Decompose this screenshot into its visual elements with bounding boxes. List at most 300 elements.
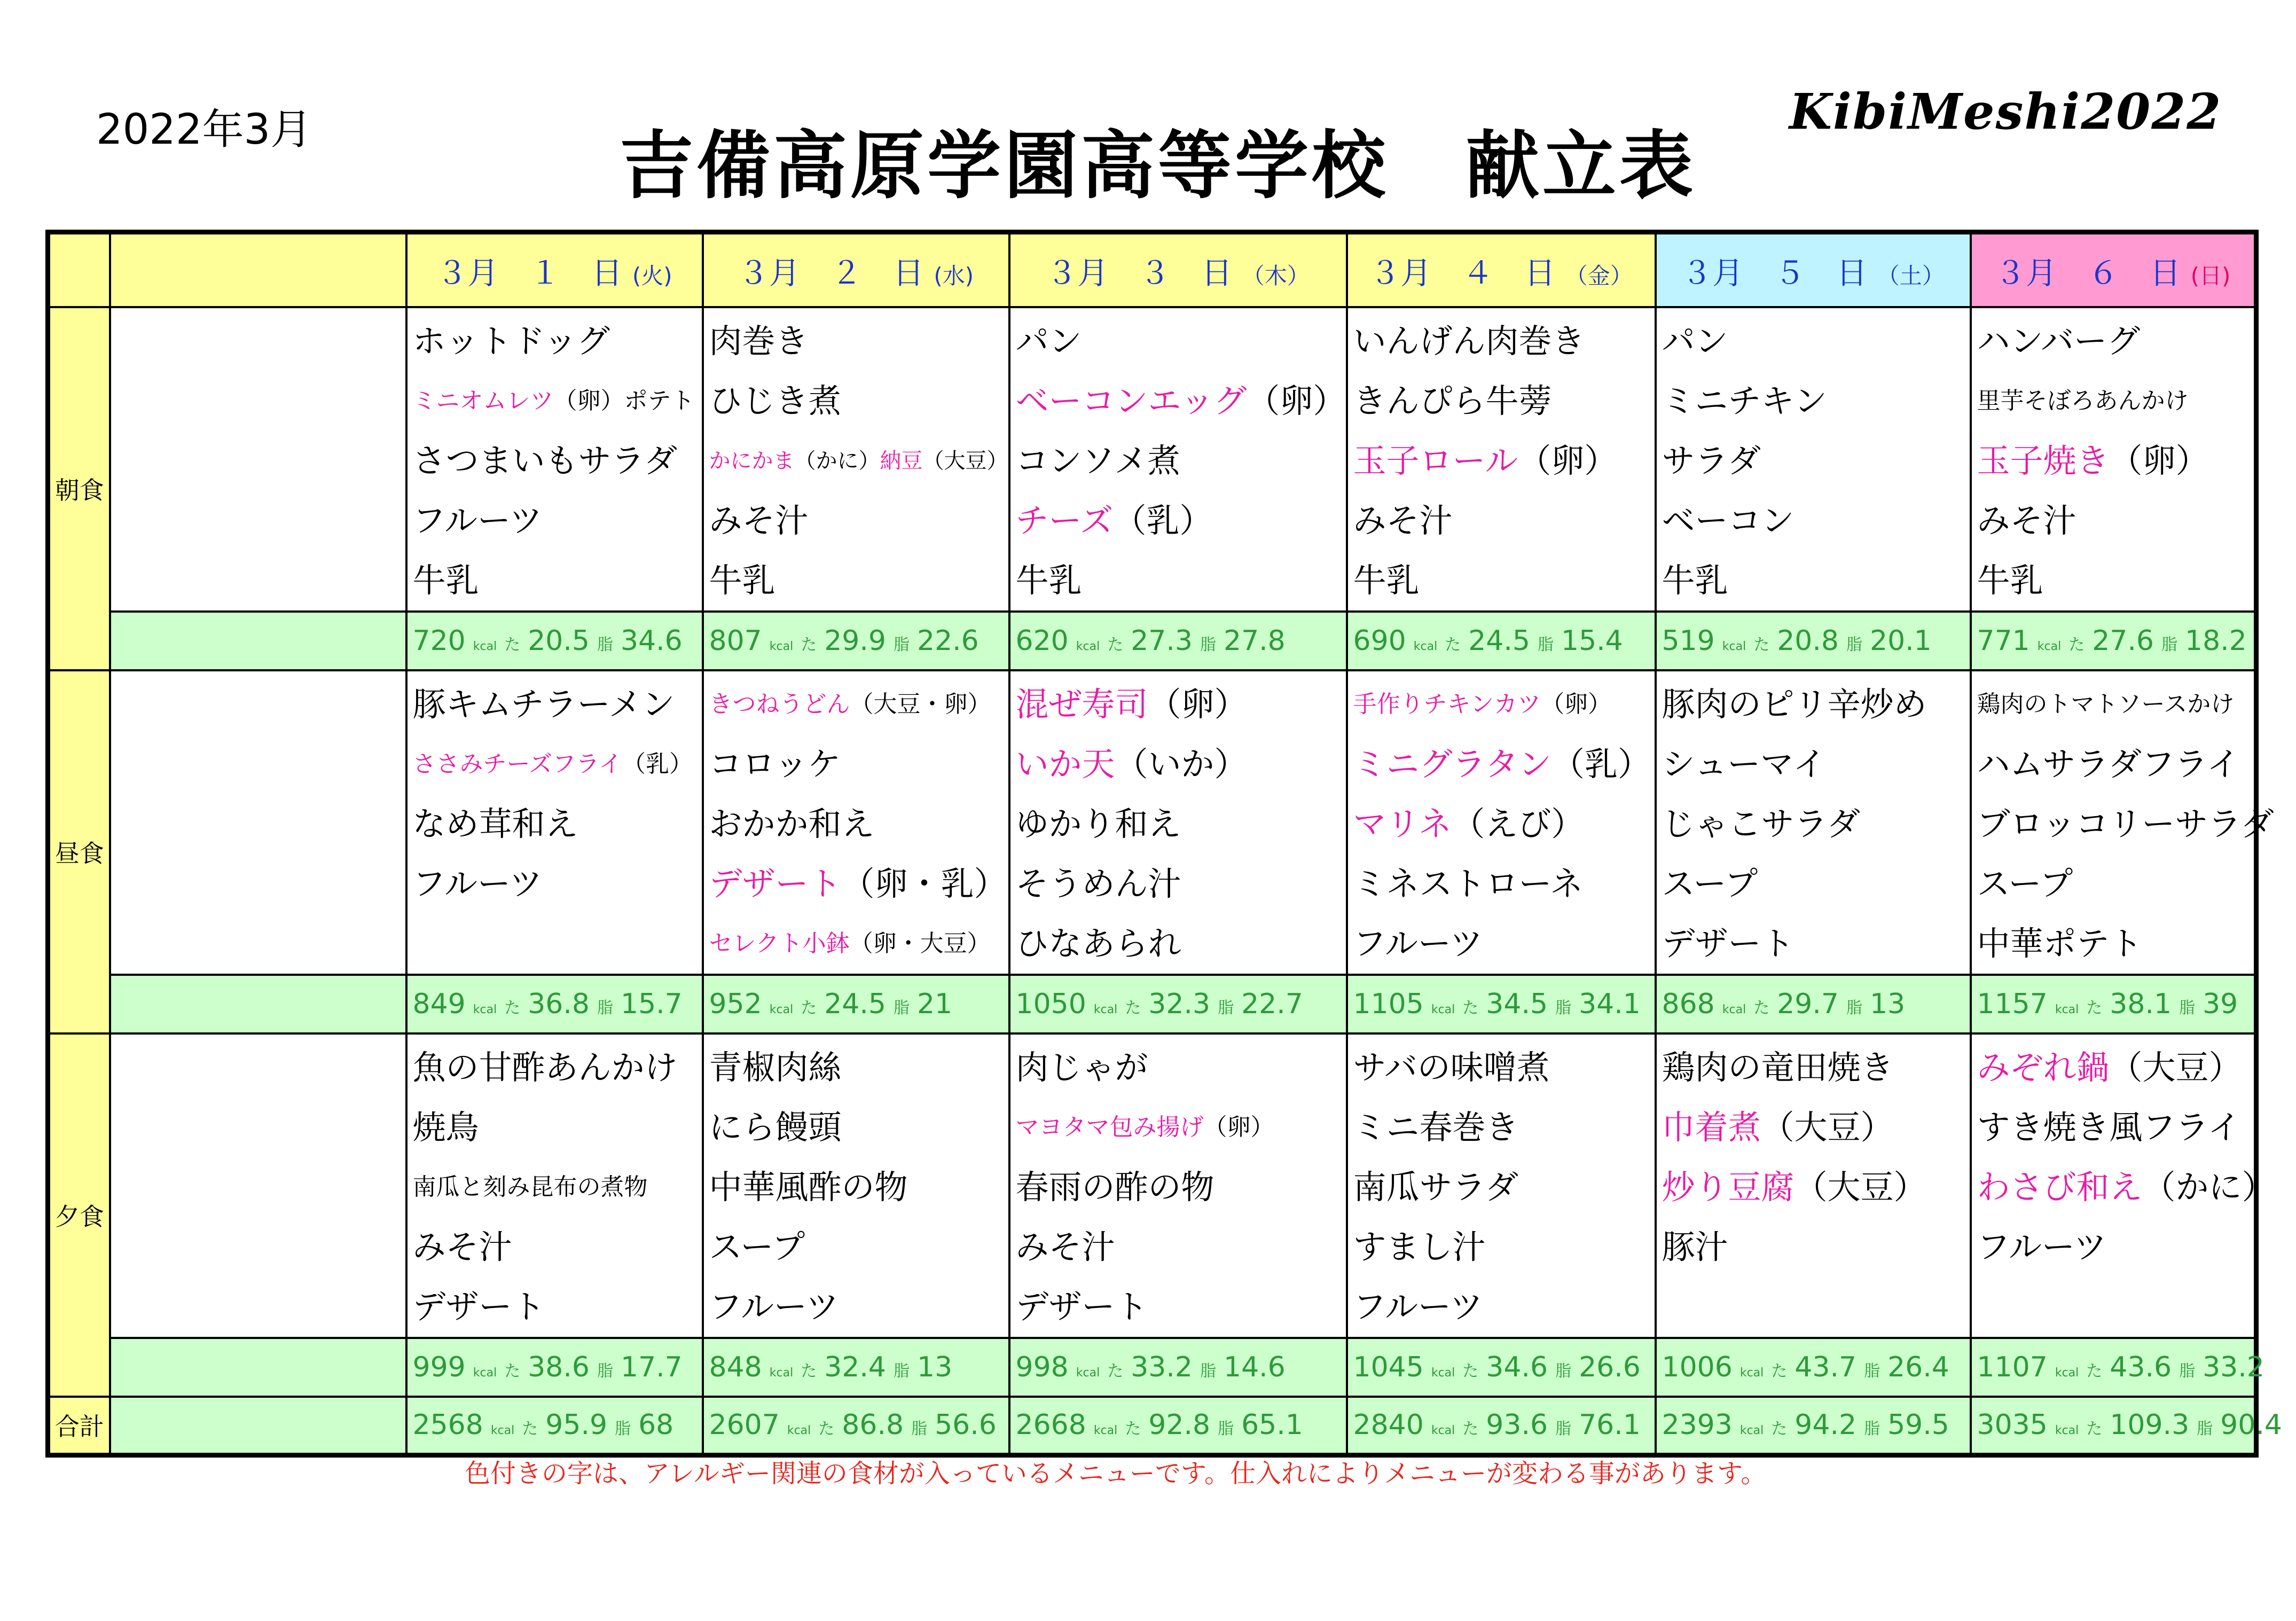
dish-text: スープ bbox=[1662, 864, 1758, 903]
kcal-value: 1107 bbox=[1977, 1351, 2048, 1383]
corner-cell-wide bbox=[110, 232, 406, 307]
fat-value: 17.7 bbox=[620, 1351, 683, 1383]
menu-item bbox=[1972, 675, 2254, 734]
allergen-dish: 混ぜ寿司 bbox=[1015, 684, 1148, 724]
fat-value: 15.4 bbox=[1561, 624, 1623, 657]
menu-item bbox=[704, 1277, 1008, 1337]
protein-value: 38.1 bbox=[2110, 988, 2172, 1020]
dish-text: （卵） bbox=[2109, 441, 2209, 480]
protein-value: 34.5 bbox=[1486, 988, 1548, 1020]
day-menu-cell bbox=[703, 307, 1009, 612]
protein-value: 109.3 bbox=[2110, 1409, 2190, 1442]
menu-item bbox=[704, 914, 1008, 974]
fat-label: 脂 bbox=[1555, 998, 1572, 1017]
allergen-dish: 玉子ロール bbox=[1353, 441, 1518, 480]
menu-item-list bbox=[704, 1035, 1008, 1337]
menu-item bbox=[1348, 1277, 1655, 1337]
protein-value: 29.7 bbox=[1777, 988, 1839, 1020]
protein-value: 20.8 bbox=[1777, 624, 1839, 657]
kcal-unit: kcal bbox=[2055, 1424, 2079, 1438]
allergen-dish: ミニオムレツ bbox=[412, 387, 554, 414]
menu-item bbox=[704, 794, 1008, 854]
totals-label-cell bbox=[110, 1397, 406, 1455]
menu-item bbox=[1972, 1217, 2254, 1277]
dish-text: 中華風酢の物 bbox=[709, 1167, 908, 1207]
nutrition-cell bbox=[1009, 1397, 1347, 1455]
dish-text: （大豆・卵） bbox=[850, 690, 991, 718]
fat-label: 脂 bbox=[893, 635, 910, 654]
menu-item bbox=[1010, 734, 1346, 794]
dish-text: 鶏肉の竜田焼き bbox=[1662, 1047, 1894, 1087]
menu-item bbox=[1348, 1038, 1655, 1098]
dish-text: フルーツ bbox=[709, 1287, 839, 1326]
day-menu-cell bbox=[1009, 1033, 1347, 1338]
protein-label: た bbox=[2068, 635, 2085, 654]
nutrition-label-cell bbox=[110, 1338, 406, 1397]
protein-value: 43.6 bbox=[2110, 1351, 2172, 1383]
fat-value: 26.6 bbox=[1579, 1351, 1641, 1383]
day-menu-cell bbox=[1347, 307, 1656, 612]
totals-name-cell bbox=[48, 1397, 110, 1455]
meal-items-row bbox=[48, 307, 2256, 612]
menu-item bbox=[408, 1157, 702, 1217]
menu-item bbox=[1010, 491, 1346, 551]
dish-text: （大豆） bbox=[1794, 1167, 1927, 1207]
nutrition-cell bbox=[1656, 975, 1971, 1033]
menu-item bbox=[1010, 675, 1346, 734]
kcal-unit: kcal bbox=[2055, 1003, 2079, 1016]
dish-text: 肉巻き bbox=[709, 321, 809, 361]
kcal-unit: kcal bbox=[473, 639, 497, 653]
dish-text: 魚の甘酢あんかけ bbox=[412, 1047, 678, 1087]
menu-item bbox=[1010, 1038, 1346, 1098]
fat-label: 脂 bbox=[597, 998, 613, 1017]
menu-item bbox=[704, 371, 1008, 431]
menu-item bbox=[1348, 854, 1655, 914]
nutrition-cell bbox=[1009, 975, 1347, 1033]
protein-label: た bbox=[2086, 1420, 2103, 1439]
fat-value: 22.7 bbox=[1241, 988, 1303, 1020]
protein-value: 27.3 bbox=[1131, 624, 1193, 657]
fat-value: 20.1 bbox=[1869, 624, 1932, 657]
nutrition-cell bbox=[1347, 612, 1656, 670]
menu-item bbox=[1657, 734, 1970, 794]
dish-text: パン bbox=[1015, 321, 1082, 361]
dish-text: （大豆） bbox=[1761, 1107, 1894, 1147]
kcal-unit: kcal bbox=[1739, 1424, 1764, 1438]
nutrition-cell bbox=[1971, 1397, 2282, 1455]
allergen-dish: ささみチーズフライ bbox=[412, 750, 622, 778]
fat-label: 脂 bbox=[2179, 998, 2196, 1017]
fat-label: 脂 bbox=[911, 1420, 928, 1439]
fat-value: 21 bbox=[916, 988, 953, 1020]
protein-value: 24.5 bbox=[1468, 624, 1530, 657]
protein-value: 43.7 bbox=[1795, 1351, 1857, 1383]
allergen-dish: みぞれ鍋 bbox=[1977, 1047, 2110, 1087]
menu-item bbox=[1972, 1038, 2254, 1098]
allergen-dish: わさび和え bbox=[1977, 1167, 2143, 1207]
day-menu-cell bbox=[1009, 670, 1347, 975]
menu-item bbox=[408, 914, 702, 974]
kcal-value: 998 bbox=[1015, 1351, 1069, 1383]
dish-text: （乳） bbox=[1113, 500, 1213, 540]
dish-text: 南瓜と刻み昆布の煮物 bbox=[412, 1173, 648, 1201]
dish-text: （卵・大豆） bbox=[849, 929, 991, 957]
menu-item bbox=[704, 675, 1008, 734]
dish-text: フルーツ bbox=[412, 864, 543, 903]
kcal-unit: kcal bbox=[1093, 1424, 1118, 1438]
protein-value: 34.6 bbox=[1486, 1351, 1548, 1383]
protein-value: 27.6 bbox=[2092, 624, 2154, 657]
menu-item bbox=[1972, 311, 2254, 371]
day-menu-cell bbox=[1656, 307, 1971, 612]
menu-item bbox=[408, 311, 702, 371]
fat-label: 脂 bbox=[597, 1361, 613, 1381]
dish-text: デザート bbox=[1662, 923, 1795, 963]
nutrition-cell bbox=[406, 975, 703, 1033]
day-menu-cell bbox=[1347, 1033, 1656, 1338]
nutrition-label-cell bbox=[110, 612, 406, 670]
corner-cell bbox=[48, 232, 110, 307]
protein-label: た bbox=[1445, 635, 1461, 654]
menu-item bbox=[1657, 311, 1970, 371]
kcal-unit: kcal bbox=[769, 1003, 794, 1016]
dish-text: シューマイ bbox=[1662, 744, 1827, 784]
nutrition-cell bbox=[1971, 612, 2256, 670]
menu-item bbox=[1348, 794, 1655, 854]
day-header-sunday: ３月 ６ 日 (日) bbox=[1971, 232, 2256, 307]
menu-item-list bbox=[408, 1035, 702, 1337]
fat-value: 26.4 bbox=[1887, 1351, 1949, 1383]
dish-text: （卵） bbox=[1518, 441, 1618, 480]
protein-value: 32.3 bbox=[1148, 988, 1211, 1020]
fat-label: 脂 bbox=[1846, 635, 1862, 654]
meal-nutrition-row bbox=[48, 1338, 2256, 1397]
protein-label: た bbox=[1771, 1361, 1788, 1381]
menu-item bbox=[1972, 734, 2254, 794]
menu-item-list bbox=[408, 671, 702, 974]
dish-text: ホットドッグ bbox=[412, 321, 610, 361]
protein-value: 20.5 bbox=[528, 624, 590, 657]
menu-item bbox=[1972, 551, 2254, 610]
dish-text: デザート bbox=[412, 1287, 545, 1326]
meal-items-row bbox=[48, 1033, 2256, 1338]
menu-item bbox=[1348, 734, 1655, 794]
dish-text: みそ汁 bbox=[1015, 1227, 1115, 1266]
fat-label: 脂 bbox=[1864, 1420, 1880, 1439]
dish-text: サラダ bbox=[1662, 441, 1761, 480]
nutrition-cell bbox=[406, 1338, 703, 1397]
day-menu-cell bbox=[703, 1033, 1009, 1338]
day-menu-cell bbox=[1009, 307, 1347, 612]
kcal-unit: kcal bbox=[1076, 1366, 1100, 1380]
menu-item bbox=[1657, 854, 1970, 914]
nutrition-cell bbox=[1656, 1338, 1971, 1397]
dish-text: そうめん汁 bbox=[1015, 864, 1181, 903]
menu-item bbox=[1657, 1038, 1970, 1098]
protein-label: た bbox=[1107, 635, 1124, 654]
day-header: ３月 ３ 日 （木） bbox=[1009, 232, 1347, 307]
day-menu-cell bbox=[1971, 307, 2256, 612]
menu-item bbox=[1657, 1157, 1970, 1217]
protein-value: 36.8 bbox=[528, 988, 590, 1020]
day-menu-cell bbox=[406, 670, 703, 975]
menu-item bbox=[1972, 431, 2254, 491]
dish-text: スープ bbox=[709, 1227, 805, 1266]
menu-item bbox=[1972, 1157, 2275, 1217]
kcal-unit: kcal bbox=[473, 1366, 497, 1380]
menu-item bbox=[1657, 371, 1970, 431]
menu-item bbox=[1010, 1277, 1346, 1337]
menu-item bbox=[1657, 675, 1970, 734]
allergen-dish: 巾着煮 bbox=[1662, 1107, 1761, 1147]
nutrition-cell bbox=[1971, 1338, 2264, 1397]
dish-text: なめ茸和え bbox=[412, 804, 578, 843]
fat-label: 脂 bbox=[893, 1361, 910, 1381]
fat-label: 脂 bbox=[2161, 635, 2177, 654]
dish-text: ハンバーグ bbox=[1977, 321, 2141, 361]
fat-value: 90.4 bbox=[2220, 1409, 2282, 1442]
dish-text: フルーツ bbox=[1353, 1287, 1483, 1326]
protein-value: 24.5 bbox=[824, 988, 886, 1020]
protein-value: 92.8 bbox=[1148, 1409, 1211, 1442]
dish-text: （卵）ポテト bbox=[553, 387, 695, 414]
protein-value: 86.8 bbox=[842, 1409, 904, 1442]
allergen-dish: かにかま bbox=[709, 448, 795, 473]
menu-item-list bbox=[1657, 1035, 1970, 1337]
dish-text: ハムサラダフライ bbox=[1977, 744, 2240, 784]
protein-value: 94.2 bbox=[1795, 1409, 1857, 1442]
menu-item bbox=[1010, 371, 1346, 431]
nutrition-cell bbox=[703, 1397, 1009, 1455]
allergen-dish: ベーコンエッグ bbox=[1015, 381, 1247, 420]
protein-value: 33.2 bbox=[1131, 1351, 1193, 1383]
nutrition-cell bbox=[406, 612, 703, 670]
meal-items-row bbox=[48, 670, 2256, 975]
blank-cell bbox=[110, 1033, 406, 1338]
dish-text: （大豆） bbox=[2109, 1047, 2242, 1087]
dish-text: みそ汁 bbox=[1353, 500, 1453, 540]
nutrition-cell bbox=[1347, 1397, 1656, 1455]
menu-item bbox=[1348, 1098, 1655, 1157]
allergen-dish: マリネ bbox=[1353, 804, 1452, 843]
menu-item bbox=[408, 491, 702, 551]
day-menu-cell bbox=[1656, 670, 1971, 975]
dish-text: みそ汁 bbox=[709, 500, 809, 540]
dish-text: 焼鳥 bbox=[412, 1107, 479, 1147]
protein-label: た bbox=[2086, 998, 2103, 1017]
protein-value: 32.4 bbox=[824, 1351, 886, 1383]
protein-label: た bbox=[504, 1361, 521, 1381]
protein-label: た bbox=[1753, 635, 1770, 654]
fat-value: 22.6 bbox=[916, 624, 979, 657]
menu-item bbox=[1010, 854, 1346, 914]
menu-item bbox=[408, 1277, 702, 1337]
kcal-unit: kcal bbox=[1431, 1003, 1455, 1016]
protein-label: た bbox=[1125, 1420, 1141, 1439]
protein-label: た bbox=[801, 635, 817, 654]
allergen-dish: デザート bbox=[709, 864, 842, 903]
dish-text: コロッケ bbox=[709, 744, 841, 784]
dish-text: ミニ春巻き bbox=[1353, 1107, 1519, 1147]
dish-text: すまし汁 bbox=[1353, 1227, 1486, 1266]
kcal-value: 771 bbox=[1977, 624, 2030, 657]
kcal-value: 690 bbox=[1353, 624, 1406, 657]
fat-label: 脂 bbox=[1200, 635, 1216, 654]
dish-text: 牛乳 bbox=[709, 560, 775, 600]
dish-text: 豚肉のピリ辛炒め bbox=[1662, 684, 1927, 724]
totals-row bbox=[48, 1397, 2256, 1455]
fat-value: 34.1 bbox=[1579, 988, 1641, 1020]
kcal-value: 1006 bbox=[1662, 1351, 1733, 1383]
dish-text: （乳） bbox=[622, 750, 693, 778]
nutrition-cell bbox=[406, 1397, 703, 1455]
nutrition-cell bbox=[1656, 1397, 1971, 1455]
day-menu-cell bbox=[1971, 670, 2274, 975]
protein-label: た bbox=[801, 1361, 817, 1381]
allergen-note: 色付きの字は、アレルギー関連の食材が入っているメニューです。仕入れによりメニューが変わる事があります。 bbox=[465, 1459, 1767, 1489]
menu-item bbox=[1972, 794, 2274, 854]
kcal-value: 2393 bbox=[1662, 1409, 1733, 1442]
fat-label: 脂 bbox=[1218, 998, 1234, 1017]
nutrition-cell bbox=[1347, 1338, 1656, 1397]
meal-name: 昼食 bbox=[54, 839, 104, 868]
kcal-unit: kcal bbox=[2055, 1366, 2079, 1380]
menu-item bbox=[1657, 1098, 1970, 1157]
day-header: ３月 １ 日 (火) bbox=[406, 232, 703, 307]
dish-text: ミネストローネ bbox=[1353, 864, 1584, 903]
protein-label: た bbox=[1107, 1361, 1124, 1381]
menu-item-list bbox=[1657, 308, 1970, 610]
dish-text: パン bbox=[1662, 321, 1728, 361]
allergen-dish: ミニグラタン bbox=[1353, 744, 1551, 784]
kcal-value: 2668 bbox=[1015, 1409, 1086, 1442]
nutrition-cell bbox=[1347, 975, 1656, 1033]
dish-text: デザート bbox=[1015, 1287, 1148, 1326]
meal-name-cell bbox=[48, 307, 110, 670]
kcal-value: 2568 bbox=[412, 1409, 483, 1442]
menu-item bbox=[1972, 371, 2254, 431]
totals-name: 合計 bbox=[54, 1412, 104, 1442]
fat-value: 65.1 bbox=[1241, 1409, 1303, 1442]
menu-item bbox=[1972, 1098, 2254, 1157]
meal-name-cell bbox=[48, 670, 110, 1033]
meal-nutrition-row bbox=[48, 975, 2256, 1033]
kcal-unit: kcal bbox=[1076, 639, 1100, 653]
menu-item-list bbox=[1657, 671, 1970, 974]
menu-item bbox=[704, 1157, 1008, 1217]
dish-text: ベーコン bbox=[1662, 500, 1795, 540]
blank-cell bbox=[110, 307, 406, 612]
dish-text: 牛乳 bbox=[1662, 560, 1728, 600]
menu-item bbox=[1657, 1277, 1970, 1337]
menu-item-list bbox=[1972, 671, 2274, 974]
dish-text: ミニチキン bbox=[1662, 381, 1827, 420]
menu-item bbox=[1010, 551, 1346, 610]
kcal-unit: kcal bbox=[769, 1366, 794, 1380]
dish-text: フルーツ bbox=[1977, 1227, 2107, 1266]
fat-label: 脂 bbox=[893, 998, 910, 1017]
nutrition-cell bbox=[1009, 1338, 1347, 1397]
menu-item-list bbox=[1972, 1035, 2275, 1337]
dish-text: 春雨の酢の物 bbox=[1015, 1167, 1214, 1207]
dish-text: スープ bbox=[1977, 864, 2073, 903]
kcal-unit: kcal bbox=[1413, 639, 1438, 653]
menu-item bbox=[408, 734, 702, 794]
menu-item bbox=[1010, 1217, 1346, 1277]
kcal-value: 1050 bbox=[1015, 988, 1086, 1020]
menu-item bbox=[1348, 551, 1655, 610]
menu-item-list bbox=[1348, 671, 1655, 974]
menu-item bbox=[1657, 794, 1970, 854]
day-menu-cell bbox=[406, 1033, 703, 1338]
menu-item bbox=[1010, 311, 1346, 371]
meal-name: 夕食 bbox=[54, 1202, 104, 1231]
menu-item-list bbox=[704, 308, 1008, 610]
kcal-unit: kcal bbox=[1722, 639, 1746, 653]
kcal-value: 1105 bbox=[1353, 988, 1424, 1020]
menu-item bbox=[1010, 1098, 1346, 1157]
dish-text: （かに） bbox=[794, 448, 880, 473]
protein-label: た bbox=[1462, 998, 1479, 1017]
day-menu-cell bbox=[406, 307, 703, 612]
menu-item bbox=[1972, 491, 2254, 551]
nutrition-cell bbox=[1971, 975, 2256, 1033]
kcal-unit: kcal bbox=[769, 639, 794, 653]
fat-value: 34.6 bbox=[620, 624, 683, 657]
menu-item bbox=[1348, 675, 1655, 734]
fat-label: 脂 bbox=[1555, 1361, 1572, 1381]
dish-text: ひなあられ bbox=[1015, 923, 1181, 963]
protein-label: た bbox=[504, 998, 521, 1017]
day-menu-cell bbox=[1347, 670, 1656, 975]
menu-item bbox=[408, 371, 702, 431]
nutrition-cell bbox=[1656, 612, 1971, 670]
menu-item bbox=[1010, 914, 1346, 974]
dish-text: （卵） bbox=[1203, 1113, 1274, 1141]
allergen-dish: マヨタマ包み揚げ bbox=[1015, 1113, 1204, 1141]
menu-item-list bbox=[1348, 1035, 1655, 1337]
menu-item bbox=[408, 1217, 702, 1277]
menu-item-list bbox=[408, 308, 702, 610]
allergen-dish: いか天 bbox=[1015, 744, 1115, 784]
dish-text: コンソメ煮 bbox=[1015, 441, 1181, 480]
dish-text: フルーツ bbox=[1353, 923, 1483, 963]
fat-value: 33.2 bbox=[2203, 1351, 2264, 1383]
menu-item bbox=[1657, 491, 1970, 551]
kcal-value: 999 bbox=[412, 1351, 466, 1383]
menu-item bbox=[408, 854, 702, 914]
menu-item bbox=[408, 431, 702, 491]
dish-text: みそ汁 bbox=[412, 1227, 512, 1266]
menu-item bbox=[704, 1217, 1008, 1277]
dish-text: 青椒肉絲 bbox=[709, 1047, 842, 1087]
kibimeshi-logo: KibiMeshi2022 bbox=[1789, 83, 2222, 140]
menu-item bbox=[1657, 551, 1970, 610]
fat-value: 59.5 bbox=[1887, 1409, 1949, 1442]
menu-table bbox=[45, 230, 2282, 1458]
fat-label: 脂 bbox=[1864, 1361, 1880, 1381]
dish-text: （乳） bbox=[1551, 744, 1651, 784]
menu-item-list bbox=[1010, 308, 1346, 610]
kcal-value: 1045 bbox=[1353, 1351, 1424, 1383]
fat-value: 27.8 bbox=[1223, 624, 1286, 657]
protein-label: た bbox=[818, 1420, 835, 1439]
kcal-value: 849 bbox=[412, 988, 466, 1020]
menu-item bbox=[1010, 431, 1346, 491]
menu-item bbox=[704, 854, 1008, 914]
kcal-unit: kcal bbox=[787, 1424, 811, 1438]
